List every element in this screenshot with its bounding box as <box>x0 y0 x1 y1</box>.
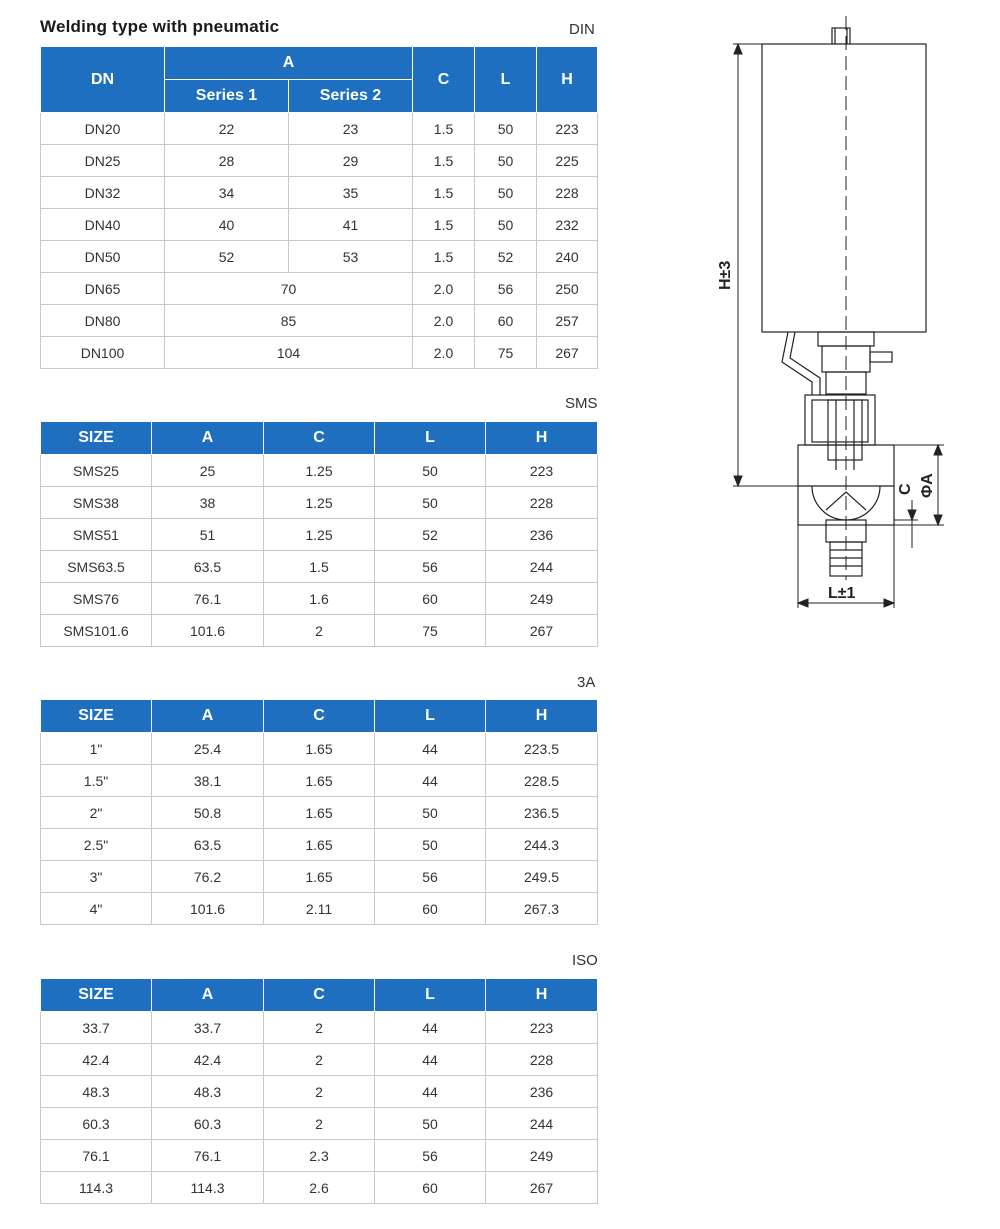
cell-l: 50 <box>375 487 486 519</box>
header-a: A <box>152 422 264 455</box>
cell-c: 1.65 <box>264 797 375 829</box>
cell-l: 56 <box>475 273 537 305</box>
valve-technical-drawing <box>700 10 980 620</box>
cell-l: 44 <box>375 733 486 765</box>
cell-a-series-2: 53 <box>289 241 413 273</box>
header-l: L <box>375 700 486 733</box>
header-h: H <box>486 422 598 455</box>
cell-size: 3" <box>41 861 152 893</box>
cell-a: 25.4 <box>152 733 264 765</box>
header-h: H <box>486 979 598 1012</box>
actuator-cylinder <box>762 44 926 332</box>
cell-c: 1.5 <box>413 241 475 273</box>
table-row <box>41 583 598 615</box>
cell-h: 228 <box>486 1044 598 1076</box>
cell-a: 76.1 <box>152 1140 264 1172</box>
cell-a-series-2: 29 <box>289 145 413 177</box>
cell-c: 2.3 <box>264 1140 375 1172</box>
cell-h: 249 <box>486 1140 598 1172</box>
table-row <box>41 1140 598 1172</box>
cell-a: 104 <box>165 337 413 369</box>
cell-size: SMS76 <box>41 583 152 615</box>
cell-h: 236.5 <box>486 797 598 829</box>
table-row <box>41 455 598 487</box>
cell-h: 257 <box>537 305 598 337</box>
cell-l: 56 <box>375 551 486 583</box>
cell-h: 244 <box>486 1108 598 1140</box>
cell-dn: DN40 <box>41 209 165 241</box>
table-row <box>41 861 598 893</box>
cell-a: 101.6 <box>152 615 264 647</box>
cell-h: 240 <box>537 241 598 273</box>
cell-l: 52 <box>375 519 486 551</box>
header-size: SIZE <box>41 422 152 455</box>
cell-size: 1.5" <box>41 765 152 797</box>
cell-h: 267 <box>486 1172 598 1204</box>
cell-size: SMS101.6 <box>41 615 152 647</box>
cell-a: 63.5 <box>152 551 264 583</box>
table-row <box>41 829 598 861</box>
header-series-2: Series 2 <box>289 80 413 113</box>
cell-a: 114.3 <box>152 1172 264 1204</box>
header-c: C <box>413 47 475 113</box>
table-row <box>41 733 598 765</box>
din-table <box>40 46 598 369</box>
cell-size: 2.5" <box>41 829 152 861</box>
table-row <box>41 797 598 829</box>
cell-h: 244.3 <box>486 829 598 861</box>
table-row <box>41 273 598 305</box>
cell-c: 1.6 <box>264 583 375 615</box>
cell-h: 267.3 <box>486 893 598 925</box>
cell-l: 50 <box>475 209 537 241</box>
cell-c: 1.5 <box>264 551 375 583</box>
din-standard-label: DIN <box>569 21 595 38</box>
cell-dn: DN50 <box>41 241 165 273</box>
header-c: C <box>264 422 375 455</box>
cell-a: 60.3 <box>152 1108 264 1140</box>
header-a: A <box>152 979 264 1012</box>
table-row <box>41 337 598 369</box>
table-row <box>41 615 598 647</box>
header-c: C <box>264 979 375 1012</box>
3a-standard-label: 3A <box>577 674 596 691</box>
dim-a-label: ΦA <box>919 473 936 498</box>
cell-a: 25 <box>152 455 264 487</box>
cell-c: 2.0 <box>413 305 475 337</box>
cell-c: 1.65 <box>264 733 375 765</box>
cell-l: 56 <box>375 861 486 893</box>
cell-h: 223.5 <box>486 733 598 765</box>
table-row <box>41 1044 598 1076</box>
header-size: SIZE <box>41 979 152 1012</box>
cell-a-series-1: 40 <box>165 209 289 241</box>
cell-dn: DN32 <box>41 177 165 209</box>
cell-a: 63.5 <box>152 829 264 861</box>
cell-dn: DN80 <box>41 305 165 337</box>
cell-l: 44 <box>375 1044 486 1076</box>
cell-h: 225 <box>537 145 598 177</box>
cell-h: 228 <box>537 177 598 209</box>
table-row <box>41 1172 598 1204</box>
cell-c: 1.25 <box>264 487 375 519</box>
iso-standard-label: ISO <box>572 952 598 969</box>
header-series-1: Series 1 <box>165 80 289 113</box>
cell-a: 48.3 <box>152 1076 264 1108</box>
header-size: SIZE <box>41 700 152 733</box>
cell-a-series-1: 22 <box>165 113 289 145</box>
table-row <box>41 113 598 145</box>
cell-dn: DN25 <box>41 145 165 177</box>
table-row <box>41 1076 598 1108</box>
header-l: L <box>375 422 486 455</box>
cell-a-series-1: 52 <box>165 241 289 273</box>
cell-a-series-2: 35 <box>289 177 413 209</box>
cell-a: 50.8 <box>152 797 264 829</box>
header-dn: DN <box>41 47 165 113</box>
cell-a: 85 <box>165 305 413 337</box>
cell-h: 236 <box>486 1076 598 1108</box>
cell-c: 2.11 <box>264 893 375 925</box>
cell-size: 42.4 <box>41 1044 152 1076</box>
table-row <box>41 145 598 177</box>
cell-c: 1.5 <box>413 145 475 177</box>
dim-l-label: L±1 <box>828 585 856 602</box>
table-row <box>41 487 598 519</box>
cell-h: 267 <box>537 337 598 369</box>
table-row <box>41 177 598 209</box>
sms-standard-label: SMS <box>565 395 598 412</box>
table-row <box>41 519 598 551</box>
table-row <box>41 551 598 583</box>
cell-size: 2" <box>41 797 152 829</box>
cell-l: 56 <box>375 1140 486 1172</box>
header-c: C <box>264 700 375 733</box>
cell-c: 1.65 <box>264 829 375 861</box>
cell-a: 70 <box>165 273 413 305</box>
cell-h: 223 <box>537 113 598 145</box>
cell-a: 42.4 <box>152 1044 264 1076</box>
cell-c: 2.6 <box>264 1172 375 1204</box>
cell-l: 44 <box>375 1012 486 1044</box>
cell-c: 2 <box>264 1076 375 1108</box>
cell-dn: DN65 <box>41 273 165 305</box>
cell-h: 223 <box>486 455 598 487</box>
cell-c: 1.5 <box>413 113 475 145</box>
cell-l: 50 <box>475 177 537 209</box>
cell-c: 1.5 <box>413 177 475 209</box>
cell-h: 228.5 <box>486 765 598 797</box>
cell-h: 244 <box>486 551 598 583</box>
cell-a: 101.6 <box>152 893 264 925</box>
cell-a-series-2: 23 <box>289 113 413 145</box>
table-row <box>41 305 598 337</box>
header-a: A <box>152 700 264 733</box>
cell-a-series-1: 28 <box>165 145 289 177</box>
cell-h: 267 <box>486 615 598 647</box>
cell-c: 1.65 <box>264 765 375 797</box>
cell-h: 232 <box>537 209 598 241</box>
iso-table <box>40 978 598 1204</box>
cell-a: 51 <box>152 519 264 551</box>
cell-size: 60.3 <box>41 1108 152 1140</box>
cell-l: 44 <box>375 765 486 797</box>
table-row <box>41 765 598 797</box>
cell-l: 52 <box>475 241 537 273</box>
cell-c: 1.5 <box>413 209 475 241</box>
header-h: H <box>537 47 598 113</box>
cell-size: 33.7 <box>41 1012 152 1044</box>
dim-h-label: H±3 <box>717 260 734 290</box>
cell-a: 33.7 <box>152 1012 264 1044</box>
header-l: L <box>475 47 537 113</box>
cell-l: 50 <box>375 797 486 829</box>
table-row <box>41 1012 598 1044</box>
cell-l: 60 <box>375 893 486 925</box>
cell-h: 249 <box>486 583 598 615</box>
cell-size: 48.3 <box>41 1076 152 1108</box>
table-row <box>41 241 598 273</box>
cell-size: 76.1 <box>41 1140 152 1172</box>
cell-size: 114.3 <box>41 1172 152 1204</box>
cell-h: 236 <box>486 519 598 551</box>
cell-h: 228 <box>486 487 598 519</box>
cell-a-series-1: 34 <box>165 177 289 209</box>
cell-a: 76.2 <box>152 861 264 893</box>
cell-size: SMS25 <box>41 455 152 487</box>
cell-size: SMS38 <box>41 487 152 519</box>
header-a: A <box>165 47 413 80</box>
cell-a: 76.1 <box>152 583 264 615</box>
cell-l: 75 <box>475 337 537 369</box>
cell-size: 1" <box>41 733 152 765</box>
3a-table <box>40 699 598 925</box>
sms-table <box>40 421 598 647</box>
cell-c: 2 <box>264 1012 375 1044</box>
cell-l: 50 <box>475 113 537 145</box>
cell-l: 50 <box>375 829 486 861</box>
cell-c: 2 <box>264 1108 375 1140</box>
cell-l: 50 <box>375 455 486 487</box>
cell-h: 250 <box>537 273 598 305</box>
cell-c: 2 <box>264 615 375 647</box>
cell-dn: DN100 <box>41 337 165 369</box>
dim-c-label: C <box>897 483 914 495</box>
cell-c: 1.25 <box>264 519 375 551</box>
header-h: H <box>486 700 598 733</box>
cell-c: 1.25 <box>264 455 375 487</box>
cell-size: 4" <box>41 893 152 925</box>
cell-a: 38 <box>152 487 264 519</box>
cell-dn: DN20 <box>41 113 165 145</box>
cell-l: 75 <box>375 615 486 647</box>
cell-l: 60 <box>375 583 486 615</box>
table-row <box>41 893 598 925</box>
cell-l: 50 <box>375 1108 486 1140</box>
cell-a-series-2: 41 <box>289 209 413 241</box>
cell-l: 60 <box>375 1172 486 1204</box>
cell-size: SMS51 <box>41 519 152 551</box>
cell-h: 223 <box>486 1012 598 1044</box>
cell-c: 1.65 <box>264 861 375 893</box>
cell-c: 2.0 <box>413 337 475 369</box>
cell-a: 38.1 <box>152 765 264 797</box>
page-title: Welding type with pneumatic <box>40 17 280 36</box>
cell-c: 2.0 <box>413 273 475 305</box>
cell-l: 44 <box>375 1076 486 1108</box>
table-row <box>41 209 598 241</box>
table-row <box>41 1108 598 1140</box>
header-l: L <box>375 979 486 1012</box>
cell-l: 50 <box>475 145 537 177</box>
cell-size: SMS63.5 <box>41 551 152 583</box>
cell-l: 60 <box>475 305 537 337</box>
cell-c: 2 <box>264 1044 375 1076</box>
cell-h: 249.5 <box>486 861 598 893</box>
